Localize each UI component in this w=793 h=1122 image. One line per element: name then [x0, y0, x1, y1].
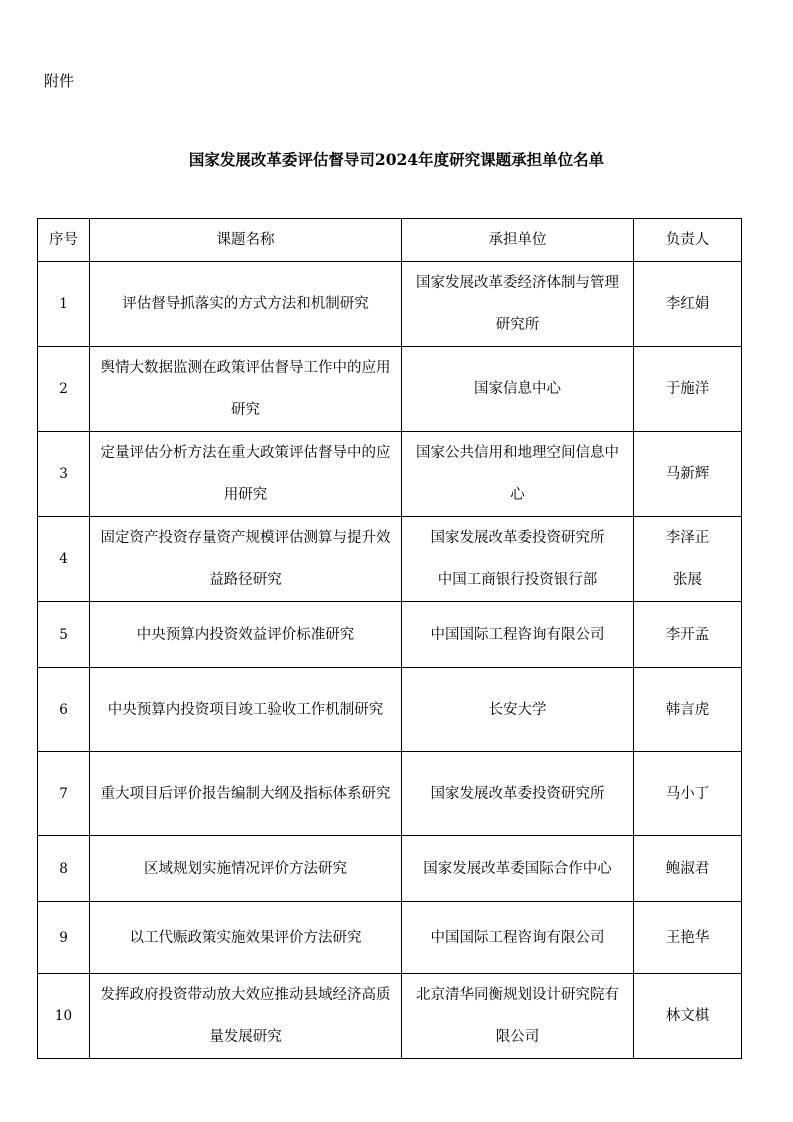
- row-number: 8: [38, 836, 90, 902]
- col-header-no: 序号: [38, 219, 90, 262]
- unit-cell: 北京清华同衡规划设计研究院有限公司: [402, 974, 634, 1059]
- topic-cell: 重大项目后评价报告编制大纲及指标体系研究: [90, 752, 402, 836]
- col-header-lead: 负责人: [634, 219, 742, 262]
- table-row: [38, 602, 742, 668]
- table-row: [38, 836, 742, 902]
- topic-cell: 发挥政府投资带动放大效应推动县域经济高质量发展研究: [90, 974, 402, 1059]
- row-number: 3: [38, 432, 90, 517]
- row-number: 2: [38, 347, 90, 432]
- row-number: 10: [38, 974, 90, 1059]
- row-number: 6: [38, 668, 90, 752]
- topic-cell: 中央预算内投资项目竣工验收工作机制研究: [90, 668, 402, 752]
- lead-cell: 王艳华: [634, 902, 742, 974]
- unit-cell: 国家信息中心: [402, 347, 634, 432]
- lead-cell: 马新辉: [634, 432, 742, 517]
- table-header-row: [38, 219, 742, 262]
- table-row: [38, 432, 742, 517]
- lead-cell: 于施洋: [634, 347, 742, 432]
- topic-cell: 以工代赈政策实施效果评价方法研究: [90, 902, 402, 974]
- lead-cell: 林文棋: [634, 974, 742, 1059]
- unit-cell: 国家发展改革委投资研究所: [402, 752, 634, 836]
- table-row: [38, 974, 742, 1059]
- lead-cell: 韩言虎: [634, 668, 742, 752]
- row-number: 1: [38, 262, 90, 347]
- attachment-label: 附件: [44, 72, 75, 90]
- unit-cell: 中国国际工程咨询有限公司: [402, 902, 634, 974]
- unit-cell: 国家公共信用和地理空间信息中心: [402, 432, 634, 517]
- table-row: [38, 668, 742, 752]
- unit-cell: 国家发展改革委经济体制与管理研究所: [402, 262, 634, 347]
- row-number: 7: [38, 752, 90, 836]
- topic-cell: 区域规划实施情况评价方法研究: [90, 836, 402, 902]
- unit-cell: 长安大学: [402, 668, 634, 752]
- table-row: [38, 902, 742, 974]
- unit-cell: 国家发展改革委国际合作中心: [402, 836, 634, 902]
- table-row: [38, 262, 742, 347]
- lead-cell: 李泽正 张展: [634, 517, 742, 602]
- project-table: [37, 218, 742, 1059]
- lead-cell: 鲍淑君: [634, 836, 742, 902]
- row-number: 4: [38, 517, 90, 602]
- table-row: [38, 752, 742, 836]
- lead-cell: 李红娟: [634, 262, 742, 347]
- topic-cell: 定量评估分析方法在重大政策评估督导中的应用研究: [90, 432, 402, 517]
- table-row: [38, 347, 742, 432]
- row-number: 9: [38, 902, 90, 974]
- topic-cell: 中央预算内投资效益评价标准研究: [90, 602, 402, 668]
- col-header-topic: 课题名称: [90, 219, 402, 262]
- topic-cell: 舆情大数据监测在政策评估督导工作中的应用研究: [90, 347, 402, 432]
- unit-cell: 中国国际工程咨询有限公司: [402, 602, 634, 668]
- page-title: 国家发展改革委评估督导司2024年度研究课题承担单位名单: [188, 150, 605, 169]
- topic-cell: 评估督导抓落实的方式方法和机制研究: [90, 262, 402, 347]
- topic-cell: 固定资产投资存量资产规模评估测算与提升效益路径研究: [90, 517, 402, 602]
- unit-cell: 国家发展改革委投资研究所 中国工商银行投资银行部: [402, 517, 634, 602]
- row-number: 5: [38, 602, 90, 668]
- lead-cell: 马小丁: [634, 752, 742, 836]
- table-row: [38, 517, 742, 602]
- lead-cell: 李开孟: [634, 602, 742, 668]
- col-header-unit: 承担单位: [402, 219, 634, 262]
